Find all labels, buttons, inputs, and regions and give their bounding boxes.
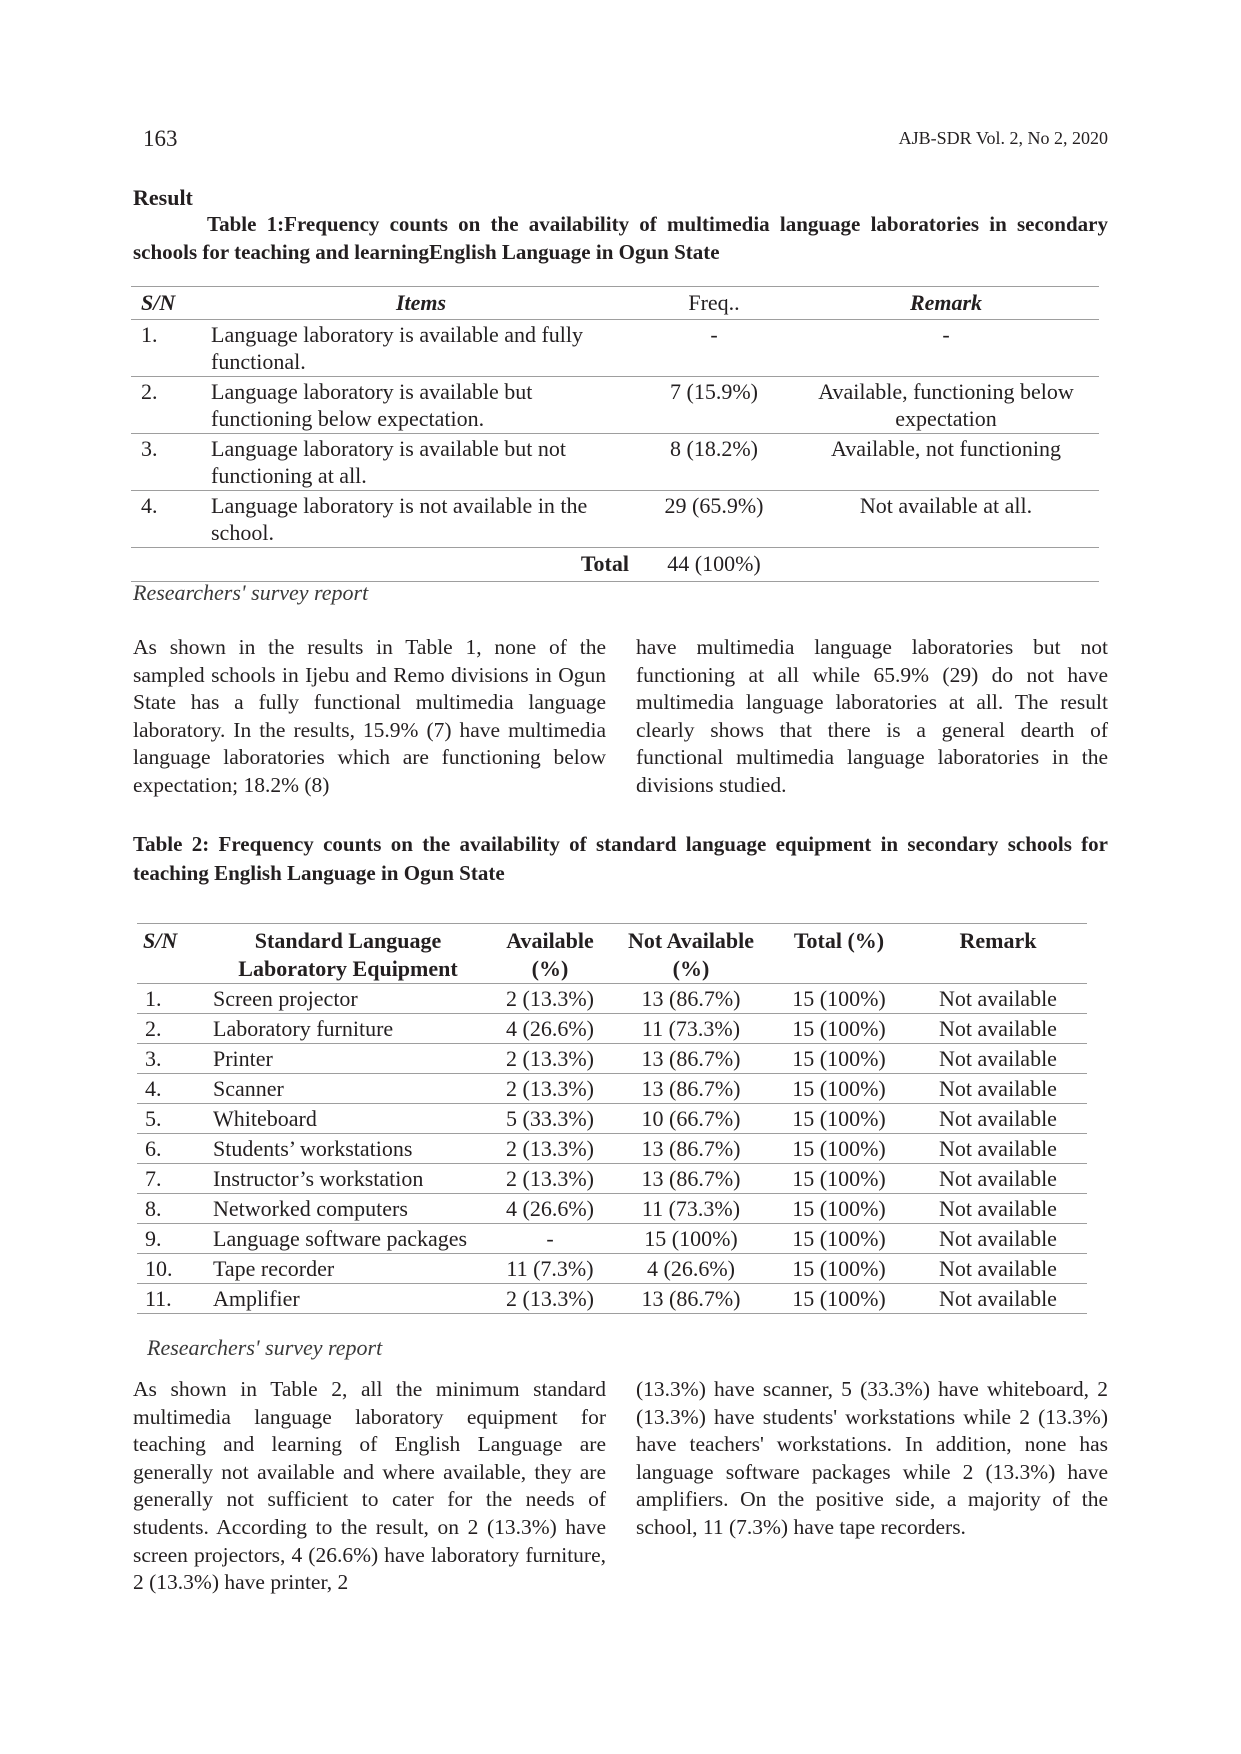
row-sn: 9. — [137, 1224, 209, 1254]
table1-source: Researchers' survey report — [133, 580, 369, 605]
total-value: 44 (100%) — [635, 548, 793, 582]
row-sn: 10. — [137, 1254, 209, 1284]
row-available: 2 (13.3%) — [487, 1284, 613, 1314]
row-total: 15 (100%) — [769, 1224, 909, 1254]
row-total: 15 (100%) — [769, 1014, 909, 1044]
row-total: 15 (100%) — [769, 1134, 909, 1164]
table-row — [131, 377, 1099, 434]
row-remark: Not available — [909, 1284, 1087, 1314]
table1-total-row — [131, 548, 1099, 582]
table2 — [137, 923, 1087, 1314]
row-freq: 8 (18.2%) — [635, 434, 793, 491]
row-remark: Not available — [909, 1194, 1087, 1224]
row-equipment: Networked computers — [209, 1194, 487, 1224]
row-available: 2 (13.3%) — [487, 1044, 613, 1074]
table2-source: Researchers' survey report — [147, 1335, 383, 1360]
row-item: Language laboratory is available but functioning below expectation. — [207, 377, 635, 434]
journal-header: AJB-SDR Vol. 2, No 2, 2020 — [898, 128, 1108, 148]
row-sn: 3. — [131, 434, 207, 491]
table-row — [137, 1284, 1087, 1314]
row-available: 2 (13.3%) — [487, 984, 613, 1014]
table-row — [137, 1164, 1087, 1194]
table-row — [137, 984, 1087, 1014]
page-number: 163 — [143, 126, 178, 151]
table-row — [137, 1044, 1087, 1074]
row-not-available: 11 (73.3%) — [613, 1014, 769, 1044]
row-remark: Not available — [909, 1104, 1087, 1134]
row-sn: 7. — [137, 1164, 209, 1194]
row-equipment: Laboratory furniture — [209, 1014, 487, 1044]
table1-header-items: Items — [207, 287, 635, 320]
row-sn: 2. — [131, 377, 207, 434]
table2-header-available — [487, 924, 613, 984]
row-item: Language laboratory is available but not functioning at all. — [207, 434, 635, 491]
table2-header-not-available — [613, 924, 769, 984]
row-sn: 1. — [137, 984, 209, 1014]
row-available: 4 (26.6%) — [487, 1014, 613, 1044]
table-row — [131, 491, 1099, 548]
table-row — [131, 320, 1099, 377]
table1-header-remark: Remark — [793, 287, 1099, 320]
row-equipment: Scanner — [209, 1074, 487, 1104]
table-row — [137, 1194, 1087, 1224]
row-sn: 6. — [137, 1134, 209, 1164]
row-not-available: 13 (86.7%) — [613, 1074, 769, 1104]
row-total: 15 (100%) — [769, 1044, 909, 1074]
row-remark: Available, not functioning — [793, 434, 1099, 491]
header-not-available-line1: Not Available — [627, 928, 755, 953]
row-available: 2 (13.3%) — [487, 1074, 613, 1104]
paragraph1-left-column: As shown in the results in Table 1, none of the sampled schools in Ijebu and Remo divisions in Ogun State has a fully functional multimedia language laboratory. In the results, 15.9% (7) have multimedia language laboratories which are functioning below expectation; 18.2% (8) — [133, 635, 606, 797]
total-label: Total — [131, 548, 635, 582]
row-equipment: Amplifier — [209, 1284, 487, 1314]
table2-caption: Table 2: Frequency counts on the availability of standard language equipment in secondary schools for teaching English Language in Ogun State — [133, 832, 1108, 885]
row-not-available: 13 (86.7%) — [613, 1164, 769, 1194]
paragraph2-right-column: (13.3%) have scanner, 5 (33.3%) have whiteboard, 2 (13.3%) have students' workstations while 2 (13.3%) have teachers' workstations. In addition, none has language software packages while 2 (13.3%) have amplifiers. On the positive side, a majority of the school, 11 (7.3%) have tape recorders. — [636, 1377, 1108, 1539]
row-equipment: Instructor’s workstation — [209, 1164, 487, 1194]
table2-header-row — [137, 924, 1087, 984]
table-row — [137, 1104, 1087, 1134]
row-freq: - — [635, 320, 793, 377]
row-equipment: Students’ workstations — [209, 1134, 487, 1164]
row-remark: Not available — [909, 1254, 1087, 1284]
row-total: 15 (100%) — [769, 984, 909, 1014]
header-available-line2: (%) — [531, 956, 569, 981]
row-not-available: 13 (86.7%) — [613, 984, 769, 1014]
row-sn: 2. — [137, 1014, 209, 1044]
row-total: 15 (100%) — [769, 1074, 909, 1104]
header-available-line1: Available — [506, 928, 594, 953]
row-equipment: Tape recorder — [209, 1254, 487, 1284]
row-remark: Not available — [909, 1044, 1087, 1074]
row-remark: Not available — [909, 1134, 1087, 1164]
table1-header-sn: S/N — [131, 287, 207, 320]
table1 — [131, 286, 1099, 582]
table2-header-total: Total (%) — [769, 924, 909, 984]
row-not-available: 15 (100%) — [613, 1224, 769, 1254]
row-available: 5 (33.3%) — [487, 1104, 613, 1134]
row-remark: Not available — [909, 1074, 1087, 1104]
row-available: - — [487, 1224, 613, 1254]
section-title: Result — [133, 185, 193, 210]
row-not-available: 4 (26.6%) — [613, 1254, 769, 1284]
row-total: 15 (100%) — [769, 1194, 909, 1224]
table-row — [137, 1074, 1087, 1104]
table1-header-row — [131, 287, 1099, 320]
row-remark: Not available — [909, 1014, 1087, 1044]
header-not-available-line2: (%) — [672, 956, 710, 981]
table-row — [137, 1134, 1087, 1164]
row-total: 15 (100%) — [769, 1104, 909, 1134]
paragraph2-left-column: As shown in Table 2, all the minimum standard multimedia language laboratory equipment for teaching and learning of English Language are generally not available and where available, they are generally not sufficient to cater for the needs of students. According to the result, on 2 (13.3%) have screen projectors, 4 (26.6%) have laboratory furniture, 2 (13.3%) have printer, 2 — [133, 1377, 606, 1595]
row-sn: 4. — [137, 1074, 209, 1104]
table2-header-equipment — [209, 924, 487, 984]
row-equipment: Screen projector — [209, 984, 487, 1014]
row-available: 2 (13.3%) — [487, 1134, 613, 1164]
row-not-available: 10 (66.7%) — [613, 1104, 769, 1134]
row-freq: 7 (15.9%) — [635, 377, 793, 434]
row-total: 15 (100%) — [769, 1254, 909, 1284]
row-not-available: 13 (86.7%) — [613, 1044, 769, 1074]
row-available: 4 (26.6%) — [487, 1194, 613, 1224]
table-row — [137, 1014, 1087, 1044]
row-equipment: Language software packages — [209, 1224, 487, 1254]
row-remark: Not available at all. — [793, 491, 1099, 548]
row-sn: 8. — [137, 1194, 209, 1224]
row-not-available: 13 (86.7%) — [613, 1134, 769, 1164]
header-equipment-line2: Laboratory Equipment — [238, 956, 458, 981]
row-item: Language laboratory is not available in the school. — [207, 491, 635, 548]
table-row — [137, 1254, 1087, 1284]
row-total: 15 (100%) — [769, 1164, 909, 1194]
row-available: 2 (13.3%) — [487, 1164, 613, 1194]
row-total: 15 (100%) — [769, 1284, 909, 1314]
row-remark: Not available — [909, 1224, 1087, 1254]
row-sn: 11. — [137, 1284, 209, 1314]
row-sn: 5. — [137, 1104, 209, 1134]
table2-header-remark: Remark — [909, 924, 1087, 984]
row-sn: 3. — [137, 1044, 209, 1074]
row-equipment: Printer — [209, 1044, 487, 1074]
row-remark: Available, functioning below expectation — [793, 377, 1099, 434]
row-equipment: Whiteboard — [209, 1104, 487, 1134]
table2-header-sn: S/N — [137, 924, 209, 984]
row-freq: 29 (65.9%) — [635, 491, 793, 548]
paragraph1-right-column: have multimedia language laboratories but not functioning at all while 65.9% (29) do not have multimedia language laboratories at all. The result clearly shows that there is a general dearth of functional multimedia language laboratories in the divisions studied. — [636, 635, 1108, 797]
row-available: 11 (7.3%) — [487, 1254, 613, 1284]
row-not-available: 13 (86.7%) — [613, 1284, 769, 1314]
row-item: Language laboratory is available and fully functional. — [207, 320, 635, 377]
row-sn: 1. — [131, 320, 207, 377]
table2-body — [137, 984, 1087, 1314]
table-row — [137, 1224, 1087, 1254]
row-remark: Not available — [909, 984, 1087, 1014]
table-row — [131, 434, 1099, 491]
row-not-available: 11 (73.3%) — [613, 1194, 769, 1224]
row-remark: Not available — [909, 1164, 1087, 1194]
row-remark: - — [793, 320, 1099, 377]
row-sn: 4. — [131, 491, 207, 548]
table1-caption: Table 1:Frequency counts on the availability of multimedia language laboratories in secondary schools for teaching and learningEnglish Language in Ogun State — [133, 212, 1108, 264]
header-equipment-line1: Standard Language — [254, 928, 442, 953]
table1-header-freq: Freq.. — [635, 287, 793, 320]
